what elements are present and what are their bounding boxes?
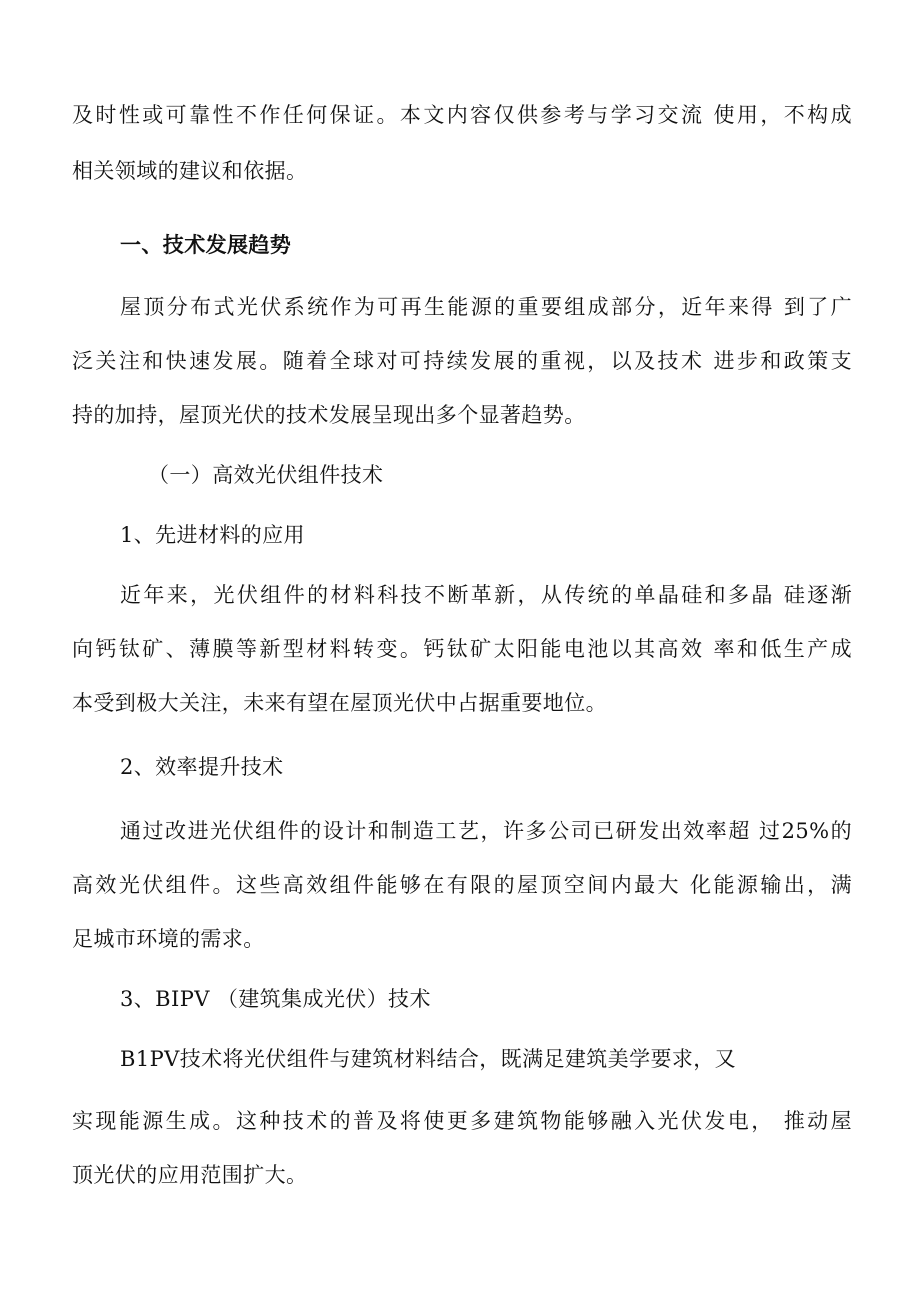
section-heading: 一、技术发展趋势: [120, 232, 292, 257]
item-title: 3、BIPV （建筑集成光伏）技术: [120, 987, 431, 1011]
item-paragraph-line: B1PV技术将光伏组件与建筑材料结合，既满足建筑美学要求，又: [120, 1047, 737, 1071]
item-paragraph-line: 足城市环境的需求。: [72, 927, 265, 951]
item-paragraph-line: 向钙钛矿、薄膜等新型材料转变。钙钛矿太阳能电池以其高效 率和低生产成: [72, 637, 852, 661]
item-paragraph-line: 本受到极大关注，未来有望在屋顶光伏中占据重要地位。: [72, 691, 607, 715]
section-paragraph-line-1: 屋顶分布式光伏系统作为可再生能源的重要组成部分，近年来得 到了广: [120, 295, 852, 319]
item-paragraph-line: 顶光伏的应用范围扩大。: [72, 1163, 308, 1187]
subsection-heading: （一）高效光伏组件技术: [148, 463, 384, 487]
item-paragraph-line: 通过改进光伏组件的设计和制造工艺，许多公司已研发出效率超 过25%的: [120, 819, 852, 843]
item-title: 2、效率提升技术: [120, 755, 284, 779]
intro-line-1: 及时性或可靠性不作任何保证。本文内容仅供参考与学习交流 使用，不构成: [72, 103, 852, 127]
item-paragraph-line: 高效光伏组件。这些高效组件能够在有限的屋顶空间内最大 化能源输出，满: [72, 873, 852, 897]
section-paragraph-line-2: 泛关注和快速发展。随着全球对可持续发展的重视，以及技术 进步和政策支: [72, 349, 852, 373]
item-paragraph-line: 近年来，光伏组件的材料科技不断革新，从传统的单晶硅和多晶 硅逐渐: [120, 583, 852, 607]
section-paragraph-line-3: 持的加持，屋顶光伏的技术发展呈现出多个显著趋势。: [72, 403, 586, 427]
item-paragraph-line: 实现能源生成。这种技术的普及将使更多建筑物能够融入光伏发电， 推动屋: [72, 1109, 852, 1133]
intro-line-2: 相关领域的建议和依据。: [72, 159, 308, 183]
item-title: 1、先进材料的应用: [120, 523, 305, 547]
